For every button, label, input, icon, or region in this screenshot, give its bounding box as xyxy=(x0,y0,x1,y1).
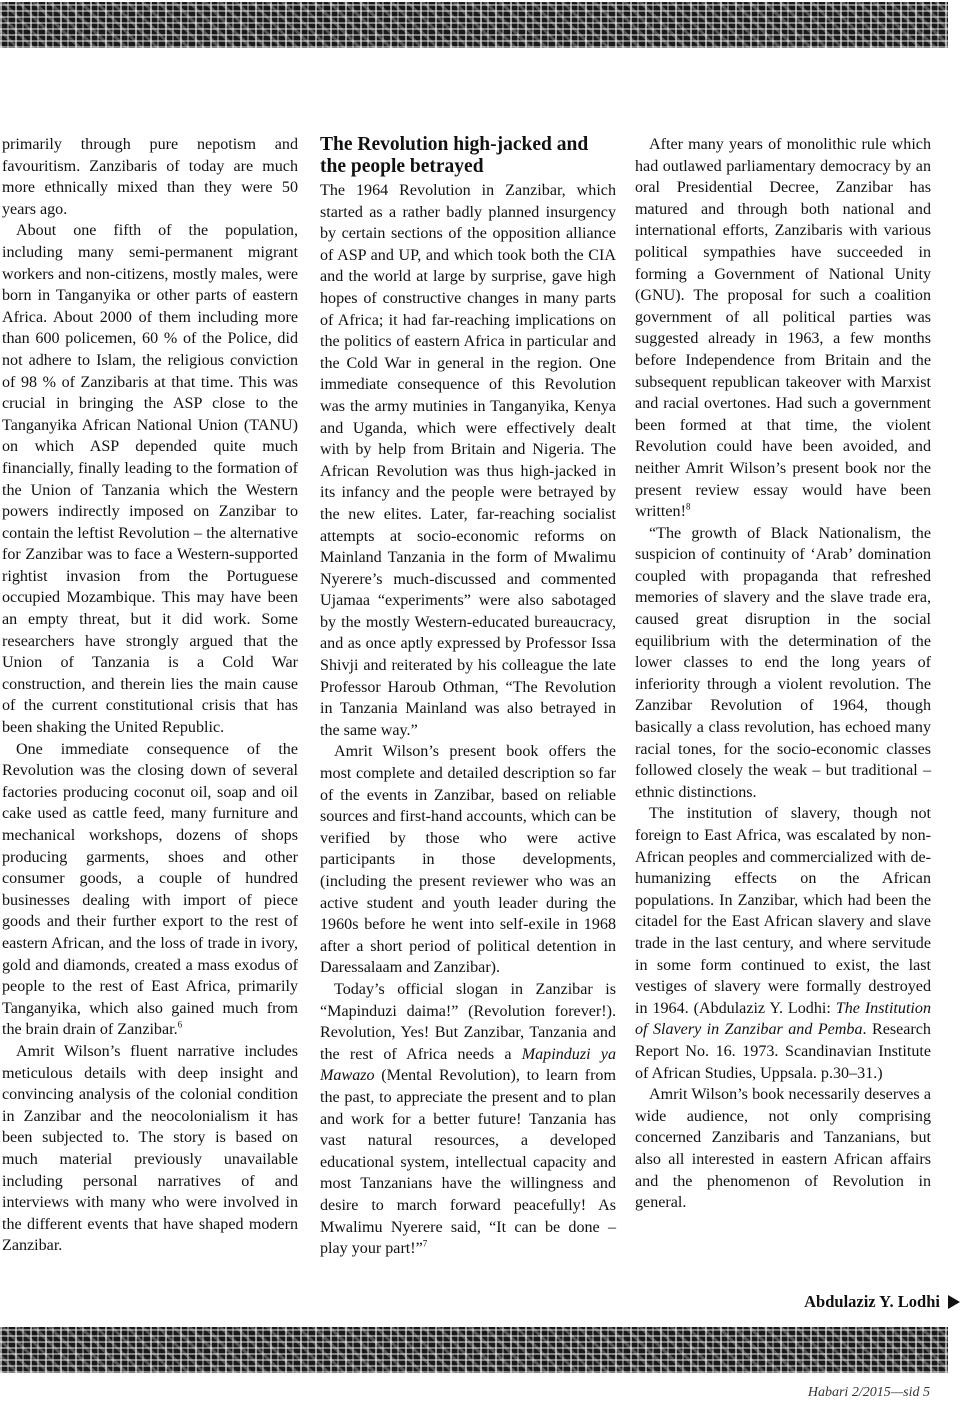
article-column-1 xyxy=(2,134,298,1257)
article-column-2 xyxy=(320,134,616,1260)
article-column-3 xyxy=(635,134,931,1214)
paragraph: Amrit Wilson’s fluent narrative includes meticulous details with deep insight and convincing analysis of the colonial condition in Zanzibar and the neocolonialism it has been subjected to. The story is based on much material previously unavailable including personal narratives of and interviews with many who were involved in the different events that have shaped modern Zanzibar. xyxy=(2,1042,298,1255)
paragraph: The 1964 Revolution in Zanzibar, which started as a rather badly planned insurgency by certain sections of the opposition alliance of ASP and UP, and which took both the CIA and the world at large by surprise, gave high hopes of constructive changes in many parts of Africa; it had far-reaching implications on the politics of eastern Africa in particular and the Cold War in general in the region. One immediate consequence of this Revolution was the army mutinies in Tanganyika, Kenya and Uganda, which were effectively dealt with by help from Britain and Nigeria. The African Revolution was thus high-jacked in its infancy and the people were betrayed by the new elites. Later, far-reaching socialist attempts at socio-economic reforms on Mainland Tanzania in the form of Mwalimu Nyerere’s much-discussed and commented Ujamaa “experiments” were also sabotaged by the mostly Western-educated bureaucracy, and as once aptly expressed by Professor Issa Shivji and reiterated by his colleague the late Professor Haroub Othman, “The Revolution in Tanzania Mainland was also betrayed in the same way.” xyxy=(320,182,616,739)
end-arrow-icon xyxy=(948,1295,960,1309)
paragraph: Today’s official slogan in Zanzibar is “Mapinduzi daima!” (Revolution forever!). Revolution, Yes! But Zanzibar, Tanzania and the rest of Africa needs a Mapinduzi ya Mawazo (Mental Revolution), to learn from the past, to appreciate the present and to plan and work for a better future! Tanzania has vast natural resources, a developed educational system, intellectual capacity and most Tanzanians have the willingness and desire to march forward peacefully! As Mwalimu Nyerere said, “It can be done – play your part!”$^7$ xyxy=(320,980,616,1258)
decorative-footer-band xyxy=(0,1327,948,1373)
footnote-marker: 8 xyxy=(685,501,691,512)
paragraph: One immediate consequence of the Revolution was the closing down of several factories producing coconut oil, soap and oil cake used as cattle feed, many furniture and mechanical workshops, dozens of shops producing garments, shoes and other consumer goods, a couple of hundred businesses dealing with import of piece goods and their further export to the rest of eastern African, and the loss of trade in ivory, gold and diamonds, created a mass exodus of people to the rest of East Africa, primarily Tanganyika, which also gained much from the brain drain of Zanzibar.$^6$ xyxy=(2,740,298,1039)
author-signature xyxy=(760,1292,960,1312)
paragraph: primarily through pure nepotism and favouritism. Zanzibaris of today are much more ethnically mixed than they were 50 years ago. xyxy=(2,136,298,218)
footnote-marker: 7 xyxy=(422,1238,428,1249)
paragraph: About one fifth of the population, including many semi-permanent migrant workers and non-citizens, mostly males, were born in Tanganyika or other parts of eastern Africa. About 2000 of them including more than 600 policemen, 60 % of the Police, did not adhere to Islam, the religious conviction of 98 % of Zanzibaris at that time. This was crucial in bringing the ASP close to the Tanganyika African National Union (TANU) on which ASP depended quite much financially, finally leading to the formation of the Union of Tanzania which the Western powers indirectly imposed on Zanzibar to contain the leftist Revolution – the alternative for Zanzibar was to face a Western-supported rightist invasion from the Portuguese occupied Mozambique. This may have been an empty threat, but it did work. Some researchers have strongly argued that the Union of Tanzania is a Cold War construction, and therein lies the main cause of the current constitutional crisis that has been shaking the United Republic. xyxy=(2,222,298,737)
paragraph: Amrit Wilson’s present book offers the most complete and detailed description so far of the events in Zanzibar, based on reliable sources and first-hand accounts, which can be verified by those who were active participants in those developments, (including the present reviewer who was an active student and youth leader during the 1960s before he went into self-exile in 1968 after a short period of political detention in Daressalaam and Zanzibar). xyxy=(320,743,616,977)
section-heading: The Revolution high-jacked and the people betrayed xyxy=(320,134,589,177)
decorative-header-band xyxy=(0,2,948,48)
footnote-marker: 6 xyxy=(177,1019,183,1030)
author-name: Abdulaziz Y. Lodhi xyxy=(804,1292,940,1311)
paragraph: Amrit Wilson’s book necessarily deserves a wide audience, not only comprising concerned Zanzibaris and Tanzanians, but also all interested in eastern African affairs and the phenomenon of Revolution in general. xyxy=(635,1086,931,1212)
paragraph: After many years of monolithic rule which had outlawed parliamentary democracy by an oral Presidential Decree, Zanzibar has matured and through both national and international efforts, Zanzibaris with various political sympathies have succeeded in forming a Government of National Unity (GNU). The proposal for such a coalition government of all political parties was suggested already in 1963, a few months before Independence from Britain and the subsequent republican takeover with Marxist and racial overtones. Had such a government been formed at that time, the violent Revolution could have been avoided, and neither Amrit Wilson’s present book nor the present review essay would have been written!$^8$ xyxy=(635,136,931,521)
page-footer: Habari 2/2015—sid 5 xyxy=(807,1385,930,1400)
paragraph: The institution of slavery, though not foreign to East Africa, was escalated by non-African peoples and commercialized with de-humanizing effects on the African populations. In Zanzibar, which had been the citadel for the East African slavery and slave trade in the last century, and where servitude in some form continued to exist, the last vestiges of slavery were formally destroyed in 1964. (Abdulaziz Y. Lodhi: The Institution of Slavery in Zanzibar and Pemba. Research Report No. 16. 1973. Scandinavian Institute of African Studies, Uppsala. p.30–31.) xyxy=(635,805,931,1082)
paragraph: “The growth of Black Nationalism, the suspicion of continuity of ‘Arab’ domination coupled with propaganda that refreshed memories of slavery and the slave trade era, caused great disruption in the social equilibrium with the determination of the lower classes to end the long years of inferiority through a violent revolution. The Zanzibar Revolution of 1964, though basically a class revolution, has echoed many racial tones, for the socio-economic classes followed closely the weak – but traditional – ethnic distinctions. xyxy=(635,524,931,801)
